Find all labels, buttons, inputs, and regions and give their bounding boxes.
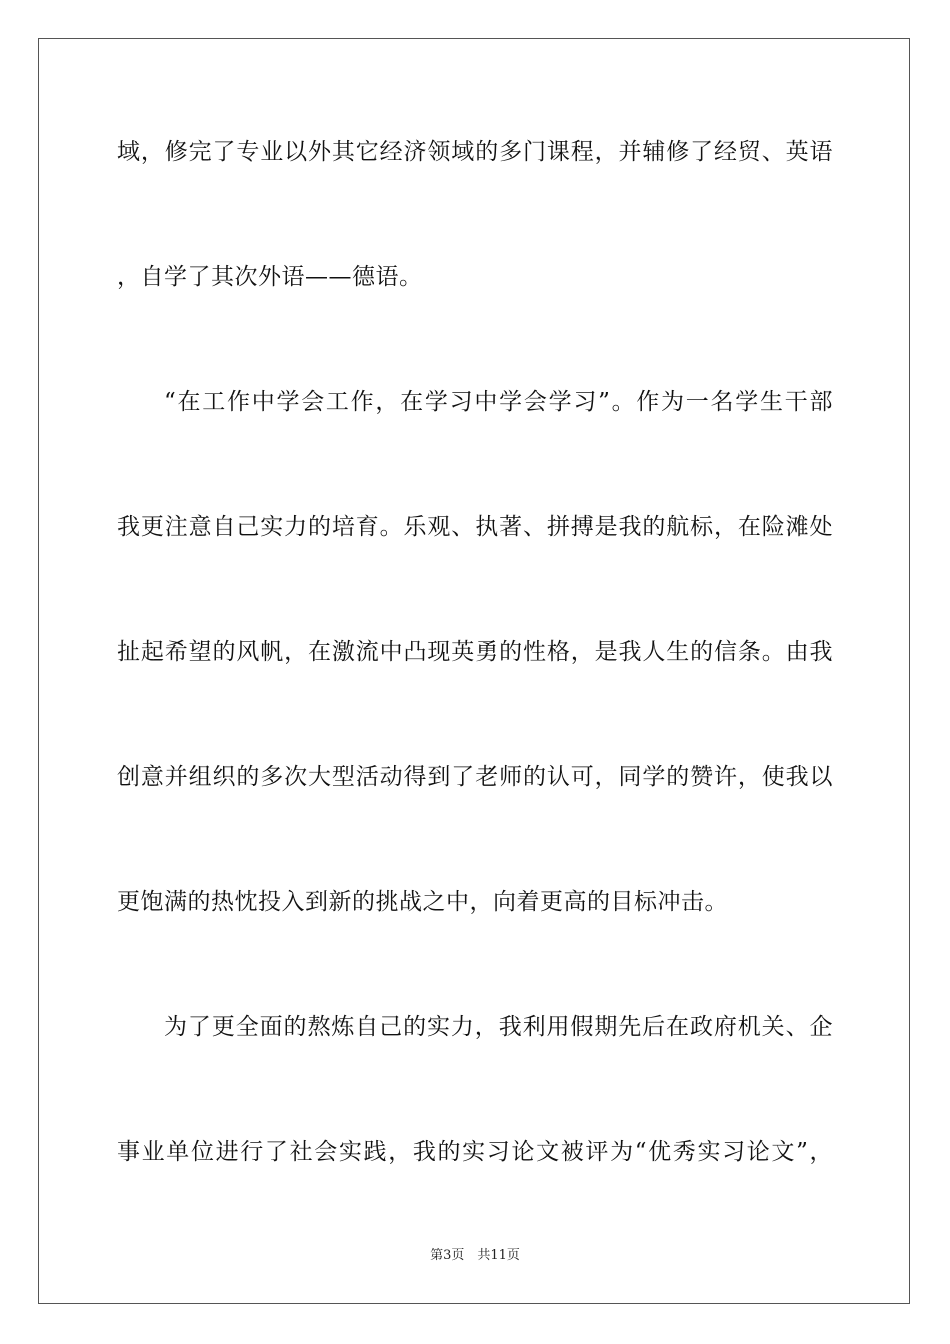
body-text-line-5: 扯起希望的风帆，在激流中凸现英勇的性格，是我人生的信条。由我 bbox=[117, 639, 833, 665]
body-text-line-7: 更饱满的热忱投入到新的挑战之中，向着更高的目标冲击。 bbox=[117, 889, 728, 915]
body-text-line-9: 事业单位进行了社会实践，我的实习论文被评为“优秀实习论文”， bbox=[117, 1139, 833, 1165]
body-text-line-4: 我更注意自己实力的培育。乐观、执著、拼搏是我的航标，在险滩处 bbox=[117, 514, 833, 540]
body-text-line-3: “在工作中学会工作，在学习中学会学习”。作为一名学生干部 bbox=[164, 389, 833, 415]
page-number-footer: 第3页 共11页 bbox=[430, 1248, 520, 1263]
body-text-line-8: 为了更全面的熬炼自己的实力，我利用假期先后在政府机关、企 bbox=[164, 1014, 833, 1040]
body-text-line-2: ，自学了其次外语——德语。 bbox=[117, 264, 423, 290]
body-text-line-1: 域，修完了专业以外其它经济领域的多门课程，并辅修了经贸、英语 bbox=[117, 139, 833, 165]
page-border bbox=[38, 38, 910, 1304]
body-text-line-6: 创意并组织的多次大型活动得到了老师的认可，同学的赞许，使我以 bbox=[117, 764, 833, 790]
